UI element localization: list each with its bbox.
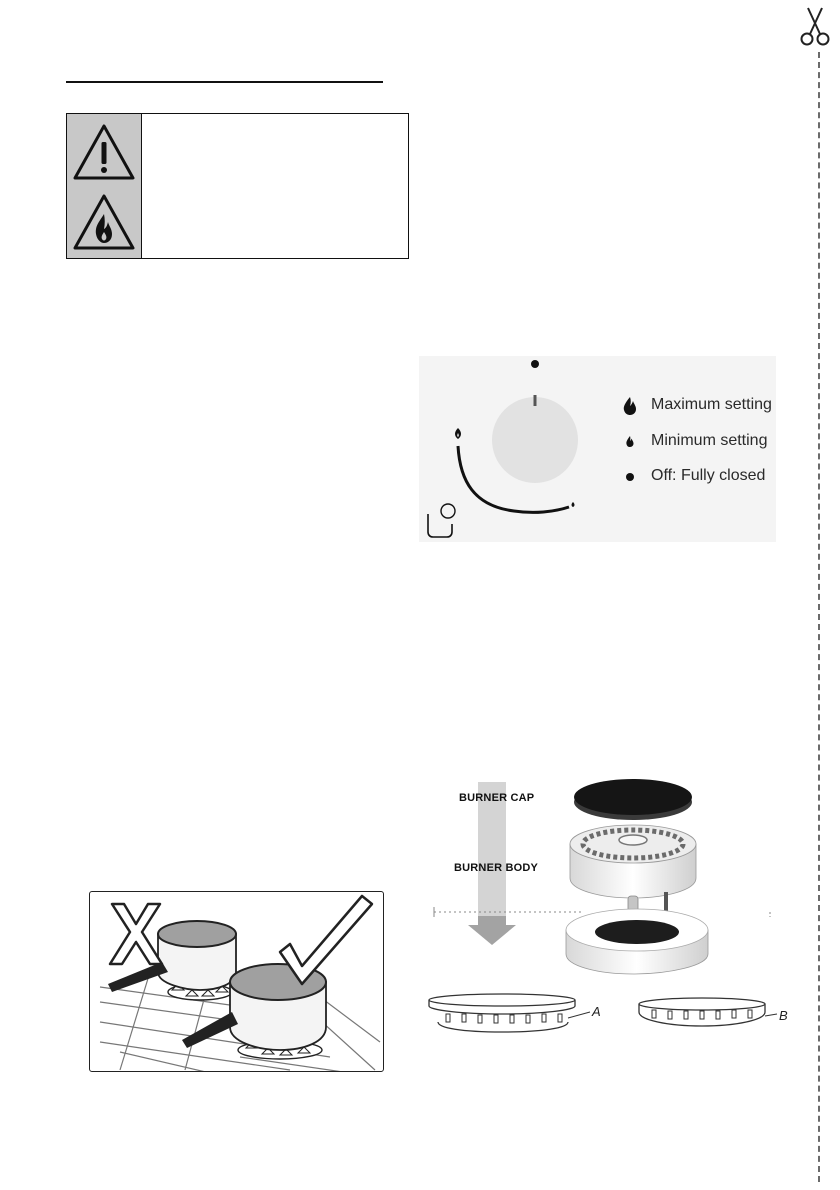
burner-assembly-figure [422, 760, 800, 1052]
section-heading-rule [66, 81, 383, 83]
pan-diagram [90, 892, 384, 1072]
small-flame-icon [572, 502, 575, 507]
warning-box [66, 113, 409, 259]
check-mark-icon [280, 896, 372, 984]
scissors-icon [798, 6, 832, 50]
off-dot-icon [625, 472, 635, 482]
legend-max-label: Maximum setting [651, 396, 772, 413]
off-position-dot-icon [531, 360, 539, 368]
knob [492, 397, 578, 483]
warning-triangle-icon [71, 122, 137, 184]
pan-placement-figure [89, 891, 384, 1072]
large-flame-icon [622, 396, 638, 416]
correct-position-label: A [592, 1004, 601, 1019]
burner-body-label: BURNER BODY [454, 862, 539, 874]
incorrect-position-label: B [779, 1008, 788, 1023]
wrong-x-mark [110, 904, 162, 964]
small-flame-icon [625, 435, 635, 448]
cut-line [818, 52, 820, 1182]
legend-off-label: Off: Fully closed [651, 467, 766, 484]
control-knob-figure [419, 356, 776, 542]
fire-hazard-icon [71, 192, 137, 254]
warning-icon-panel [67, 114, 142, 258]
legend-min-label: Minimum setting [651, 432, 768, 449]
knob-indicator [534, 395, 537, 406]
burner-cap-label: BURNER CAP [459, 792, 535, 804]
